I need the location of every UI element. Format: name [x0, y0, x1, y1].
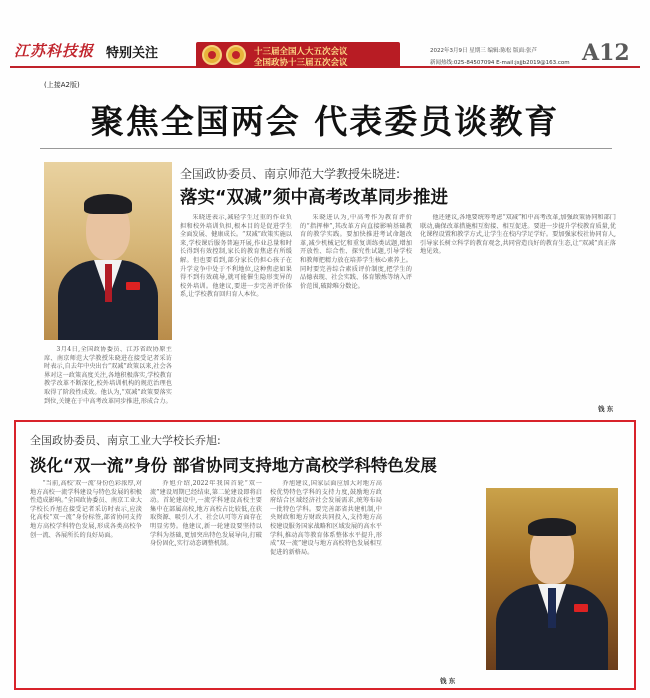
- section-title: 特别关注: [106, 46, 159, 61]
- continued-note: (上接A2版): [44, 81, 80, 89]
- contact-info: 新闻热线:025-84507094 E-mail:jsjjb2019@163.com: [430, 60, 570, 66]
- article2-column-4: [390, 480, 480, 672]
- page-number: A12: [582, 40, 630, 66]
- divider: [40, 148, 612, 149]
- article2-subtitle: 全国政协委员、南京工业大学校长乔旭:: [30, 434, 221, 447]
- portrait-qiao-xu: [486, 488, 618, 670]
- main-headline: 聚焦全国两会 代表委员谈教育: [90, 102, 560, 141]
- article1-title: 落实“双减”须中高考改革同步推进: [180, 188, 449, 208]
- masthead: 江苏科技报: [14, 42, 95, 60]
- banner-line-1: 十三届全国人大五次会议: [254, 47, 348, 57]
- edition-info: 2022年3月9日 星期三 编辑:陈松 版面:张芦: [430, 48, 537, 54]
- page-header: [10, 8, 640, 68]
- article1-column-3: 朱晓进认为,中高考作为教育评价的“指挥棒”,其改革方向直接影响基础教育的教学实践。要加快推进考试命题改革,减少机械记忆和重复训练类试题,增加开放性、综合性、探究性试题,引导学校和教师把精力放在培养学生核心素养上。同时要完善综合素质评价制度,把学生的品德表现、社会实践、体育锻炼等纳入评价范围,破除唯分数论。: [300, 214, 412, 290]
- article1-subtitle: 全国政协委员、南京师范大学教授朱晓进:: [180, 167, 401, 181]
- two-sessions-banner: [196, 42, 400, 68]
- article2-column-2: 乔旭介绍,2022年我国首轮“双一流”建设周期已经结束,第二轮建设即将启动。首轮建设中,一流学科建设高校主要集中在部属高校,地方高校占比较低,在获取资源、吸引人才、社会认可等方面存在明显劣势。他建议,新一轮建设要坚持以学科为基础,更加突出特色发展导向,打破身份固化,实行动态调整机制。: [150, 480, 262, 548]
- banner-line-2: 全国政协十三届五次会议: [254, 58, 348, 68]
- article2-title: 淡化“双一流”身份 部省协同支持地方高校学科特色发展: [30, 456, 437, 475]
- article1-column-4: 他还建议,各地要统筹考虑“双减”和中高考改革,加强政策协同和部门联动,确保改革措施相互衔接、相互促进。要进一步提升学校教育质量,优化课程设置和教学方式,让学生在校内学足学好。要加强家校社协同育人,引导家长树立科学的教育观念,共同营造良好的教育生态,让“双减”真正落地见效。: [420, 214, 616, 256]
- article1-column-2: 朱晓进表示,减轻学生过重的作业负担和校外培训负担,根本目的是促进学生全面发展、健康成长。“双减”政策实施以来,学校课后服务普遍开展,作业总量和时长得到有效控制,家长的教育焦虑有所缓解。但也要看到,部分家长仍担心孩子在升学竞争中处于不利地位,这种焦虑如果得不到有效疏导,就可能催生隐形变异的校外培训。他建议,要进一步完善评价体系,让学校教育回归育人本位。: [180, 214, 292, 299]
- article2-byline: 钱 东: [440, 677, 456, 685]
- article2-column-3: 乔旭建议,国家层面应加大对地方高校优势特色学科的支持力度,鼓励地方政府结合区域经济社会发展需求,统筹布局一批特色学科。要完善部省共建机制,中央财政和地方财政共同投入,支持地方高校建设服务国家战略和区域发展的高水平学科,推动高等教育体系整体水平提升,形成“双一流”建设与地方高校特色发展相互促进的新格局。: [270, 480, 382, 556]
- article1-byline: 钱 东: [598, 405, 614, 413]
- article2-column-1: “当前,高校‘双一流’身份色彩浓厚,对地方高校一流学科建设与特色发展的积极性造成影响。”全国政协委员、南京工业大学校长乔旭在接受记者采访时表示,应淡化高校“双一流”身份标签,部省协同支持地方高校学科特色发展,形成各类高校争创一流、各展所长的良好局面。: [30, 480, 142, 539]
- national-emblem-icon: [202, 45, 222, 65]
- cppcc-emblem-icon: [226, 45, 246, 65]
- article1-column-1: 3月4日,全国政协委员、江苏省政协原主席、南京师范大学教授朱晓进在接受记者采访时表示,自去年中央出台“双减”政策以来,社会各界对这一政策高度关注,各地积极落实,学校教育教学改革不断深化,校外培训机构的规范治理也取得了阶段性成效。他认为,“双减”政策要落实到位,关键在于中高考改革同步推进,形成合力。: [44, 346, 172, 405]
- portrait-zhu-xiaojin: [44, 162, 172, 340]
